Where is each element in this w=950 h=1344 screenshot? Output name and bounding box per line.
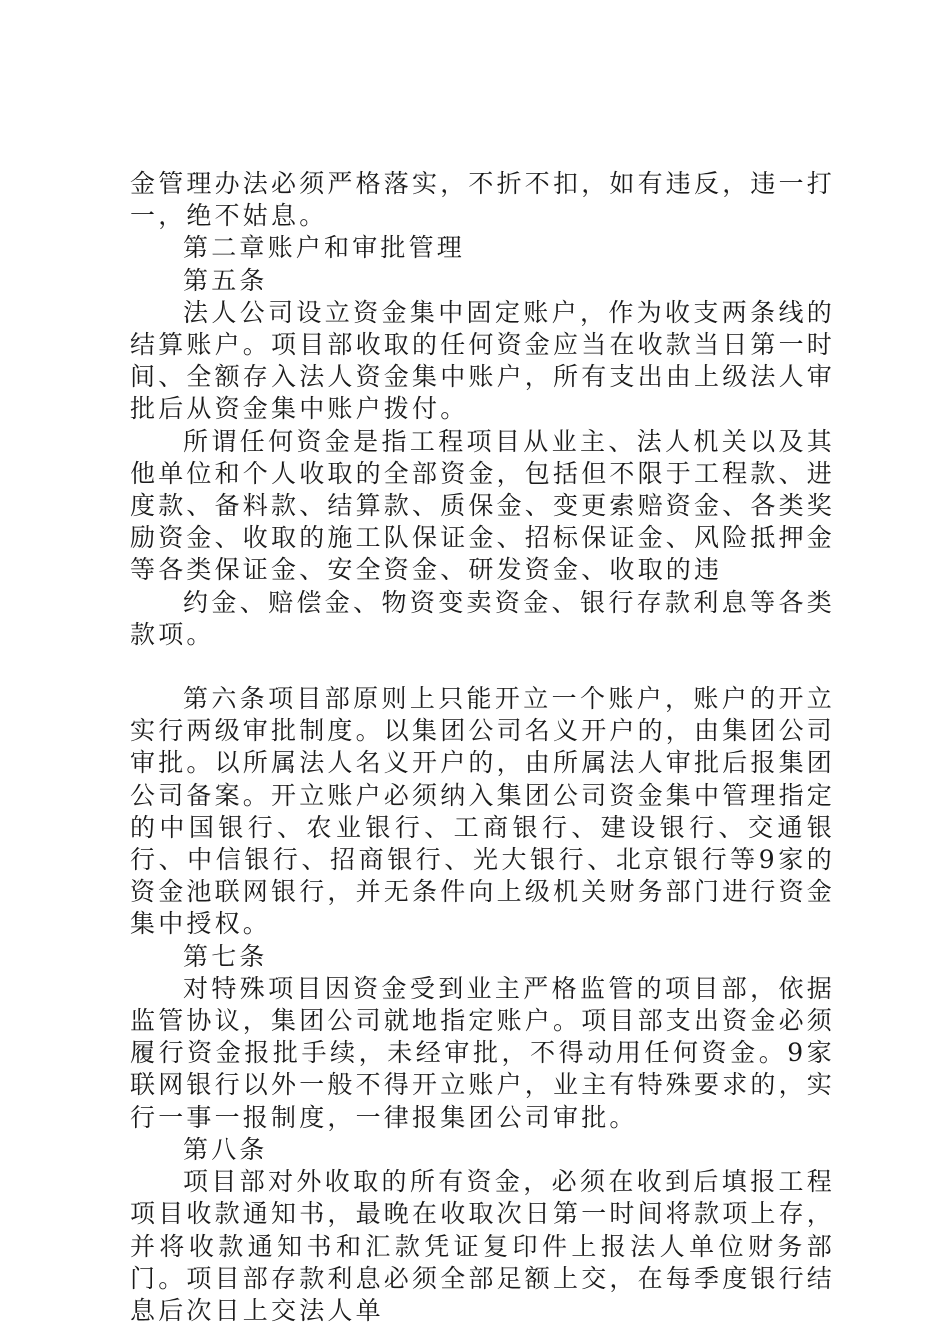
- article-7-paragraph: 对特殊项目因资金受到业主严格监管的项目部，依据监管协议，集团公司就地指定账户。项目部支出资金必须履行资金报批手续，未经审批，不得动用任何资金。9家联网银行以外一般不得开立账户，业主有特殊要求的，实行一事一报制度，一律报集团公司审批。: [130, 973, 836, 1132]
- article-8-heading: 第八条: [183, 1134, 268, 1164]
- article-8-paragraph: 项目部对外收取的所有资金，必须在收到后填报工程项目收款通知书，最晚在收取次日第一时间将款项上存，并将收款通知书和汇款凭证复印件上报法人单位财务部门。项目部存款利息必须全部足额上交，在每季度银行结息后次日上交法人单: [130, 1167, 836, 1325]
- article-6-paragraph: 第六条项目部原则上只能开立一个账户，账户的开立实行两级审批制度。以集团公司名义开户的，由集团公司审批。以所属法人名义开户的，由所属法人审批后报集团公司备案。开立账户必须纳入集团公司资金集中管理指定的中国银行、农业银行、工商银行、建设银行、交通银行、中信银行、招商银行、光大银行、北京银行等9家的资金池联网银行，并无条件向上级机关财务部门进行资金集中授权。: [130, 684, 836, 939]
- document-body: [130, 168, 835, 1327]
- chapter-heading: 第二章账户和审批管理: [183, 233, 466, 263]
- article-5-paragraph: 法人公司设立资金集中固定账户，作为收支两条线的结算账户。项目部收取的任何资金应当在收款当日第一时间、全额存入法人资金集中账户，所有支出由上级法人审批后从资金集中账户拨付。: [130, 297, 836, 424]
- paragraph-intro-closing: 金管理办法必须严格落实，不折不扣，如有违反，违一打一，绝不姑息。: [130, 169, 836, 231]
- funds-definition-paragraph: 所谓任何资金是指工程项目从业主、法人机关以及其他单位和个人收取的全部资金，包括但不限于工程款、进度款、备料款、结算款、质保金、变更索赔资金、各类奖励资金、收取的施工队保证金、招标保证金、风险抵押金等各类保证金、安全资金、研发资金、收取的违: [130, 426, 836, 585]
- funds-definition-continuation: 约金、赔偿金、物资变卖资金、银行存款利息等各类款项。: [130, 587, 835, 649]
- article-7-heading: 第七条: [183, 941, 268, 971]
- article-5-heading: 第五条: [183, 265, 268, 295]
